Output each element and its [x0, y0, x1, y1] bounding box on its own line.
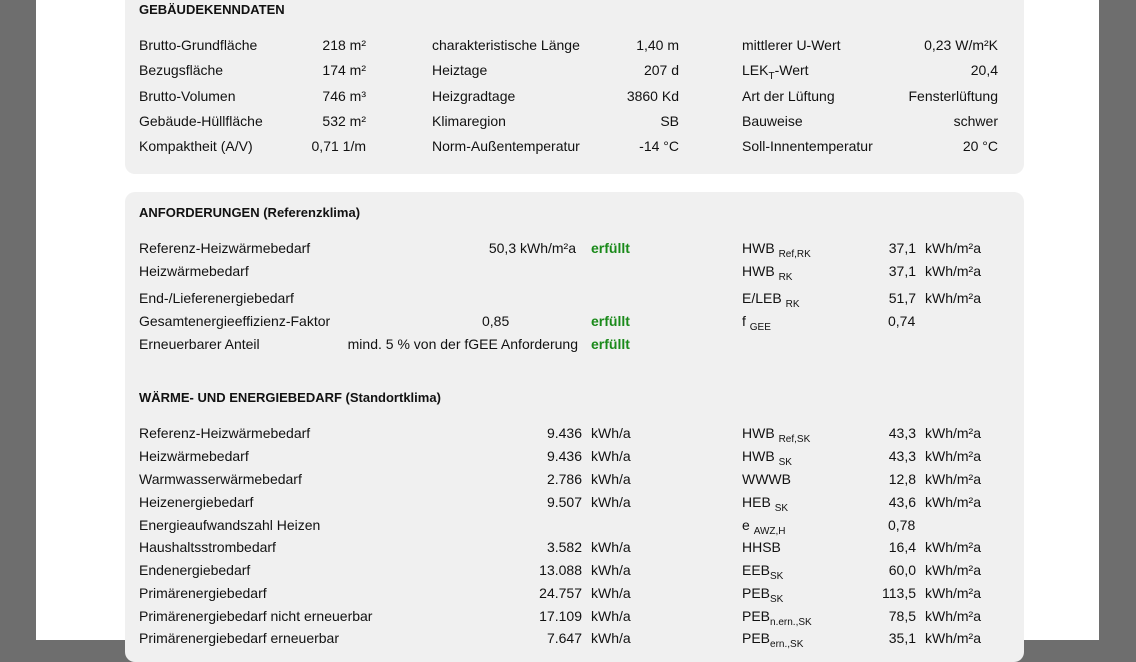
bedarf-unit: kWh/a [591, 471, 631, 487]
value-kompaktheit: 0,71 1/m [311, 138, 366, 154]
value-charakteristische-laenge: 1,40 m [636, 37, 679, 53]
req-rk-value: 51,7 [888, 290, 916, 306]
bedarf-unit: kWh/a [591, 425, 631, 441]
bedarf-symbol: $EEB_{SK}$ [742, 562, 784, 582]
bedarf-specific-value: 113,5 [882, 585, 916, 601]
bedarf-value: 3.582 [546, 539, 582, 555]
label-lek-wert: $LEK_T$-Wert [742, 62, 809, 82]
value-brutto-volumen: 746 m³ [322, 88, 366, 104]
label-brutto-grundflaeche: Brutto-Grundfläche [139, 37, 258, 53]
bedarf-specific-unit: kWh/m²a [925, 630, 981, 646]
value-klimaregion: SB [660, 113, 679, 129]
value-brutto-grundflaeche: 218 m² [322, 37, 366, 53]
req-symbol: f $_{GEE}$ [742, 313, 771, 333]
bedarf-unit: kWh/a [591, 448, 631, 464]
req-label: Erneuerbarer Anteil [139, 336, 260, 352]
bedarf-specific-value: 43,3 [888, 425, 916, 441]
bedarf-label: Primärenergiebedarf erneuerbar [139, 630, 339, 646]
bedarf-specific-unit: kWh/m²a [925, 448, 981, 464]
req-label: Referenz-Heizwärmebedarf [139, 240, 311, 256]
bedarf-label: Haushaltsstrombedarf [139, 539, 276, 555]
req-symbol: HWB $_{Ref,RK}$ [742, 240, 811, 260]
bedarf-label: Energieaufwandszahl Heizen [139, 517, 321, 533]
bedarf-specific-unit: kWh/m²a [925, 494, 981, 510]
bedarf-label: Warmwasserwärmebedarf [139, 471, 302, 487]
bedarf-specific-value: 60,0 [888, 562, 916, 578]
bedarf-specific-value: 12,8 [888, 471, 916, 487]
req-value: mind. 5 % von der fGEE Anforderung [347, 336, 578, 352]
bedarf-value: 7.647 [546, 630, 582, 646]
bedarf-unit: kWh/a [591, 562, 631, 578]
bedarf-specific-value: 43,3 [888, 448, 916, 464]
bedarf-specific-unit: kWh/m²a [925, 608, 981, 624]
bedarf-unit: kWh/a [591, 630, 631, 646]
value-norm-aussentemperatur: -14 °C [639, 138, 679, 154]
bedarf-unit: kWh/a [591, 585, 631, 601]
req-rk-value: 37,1 [888, 240, 916, 256]
bedarf-label: Heizwärmebedarf [139, 448, 249, 464]
value-art-der-lueftung: Fensterlüftung [908, 88, 998, 104]
bedarf-specific-unit: kWh/m²a [925, 539, 981, 555]
label-gebaeude-huellflaeche: Gebäude-Hüllfläche [139, 113, 263, 129]
bedarf-symbol: HHSB [742, 539, 781, 555]
value-heiztage: 207 d [643, 62, 679, 78]
status-badge: erfüllt [591, 240, 630, 256]
label-heiztage: Heiztage [432, 62, 488, 78]
label-klimaregion: Klimaregion [432, 113, 506, 129]
req-rk-unit: kWh/m²a [925, 290, 981, 306]
bedarf-specific-value: 43,6 [888, 494, 916, 510]
bedarf-value: 9.507 [546, 494, 582, 510]
req-symbol: HWB $_{RK}$ [742, 263, 793, 283]
value-soll-innentemperatur: 20 °C [962, 138, 998, 154]
req-label: Gesamtenergieeffizienz-Faktor [139, 313, 331, 329]
value-bezugsflaeche: 174 m² [322, 62, 366, 78]
req-value: 50,3 kWh/m²a [488, 240, 576, 256]
bedarf-specific-unit: kWh/m²a [925, 471, 981, 487]
bedarf-value: 9.436 [546, 425, 582, 441]
label-kompaktheit: Kompaktheit (A/V) [139, 138, 253, 154]
req-label: End-/Lieferenergiebedarf [139, 290, 294, 306]
bedarf-specific-value: 78,5 [888, 608, 916, 624]
label-brutto-volumen: Brutto-Volumen [139, 88, 236, 104]
req-label: Heizwärmebedarf [139, 263, 249, 279]
value-heizgradtage: 3860 Kd [626, 88, 679, 104]
bedarf-label: Primärenergiebedarf nicht erneuerbar [139, 608, 373, 624]
label-charakteristische-laenge: charakteristische Länge [432, 37, 580, 53]
req-rk-value: 0,74 [888, 313, 916, 329]
value-lek-wert: 20,4 [970, 62, 998, 78]
bedarf-label: Endenergiebedarf [139, 562, 251, 578]
bedarf-symbol: $PEB_{ern.,SK}$ [742, 630, 804, 650]
bedarf-symbol: HEB $_{SK}$ [742, 494, 789, 514]
bedarf-value: 9.436 [546, 448, 582, 464]
bedarf-symbol: HWB $_{SK}$ [742, 448, 792, 468]
req-rk-value: 37,1 [888, 263, 916, 279]
bedarf-value: 2.786 [546, 471, 582, 487]
status-badge: erfüllt [591, 313, 630, 329]
bedarf-label: Referenz-Heizwärmebedarf [139, 425, 311, 441]
bedarf-specific-unit: kWh/m²a [925, 425, 981, 441]
req-rk-unit: kWh/m²a [925, 240, 981, 256]
bedarf-symbol: $PEB_{n.ern.,SK}$ [742, 608, 812, 628]
label-norm-aussentemperatur: Norm-Außentemperatur [432, 138, 580, 154]
value-bauweise: schwer [953, 113, 998, 129]
value-gebaeude-huellflaeche: 532 m² [322, 113, 366, 129]
label-mittlerer-u-wert: mittlerer U-Wert [742, 37, 841, 53]
bedarf-specific-value: 0,78 [888, 517, 916, 533]
anforderungen-title: ANFORDERUNGEN (Referenzklima) [139, 205, 361, 220]
label-art-der-lueftung: Art der Lüftung [742, 88, 835, 104]
label-bezugsflaeche: Bezugsfläche [139, 62, 224, 78]
bedarf-unit: kWh/a [591, 608, 631, 624]
label-soll-innentemperatur: Soll-Innentemperatur [742, 138, 873, 154]
bedarf-symbol: WWWB [742, 471, 791, 487]
label-bauweise: Bauweise [742, 113, 803, 129]
bedarf-specific-value: 35,1 [888, 630, 916, 646]
label-heizgradtage: Heizgradtage [432, 88, 516, 104]
bedarf-value: 13.088 [539, 562, 582, 578]
bedarf-label: Primärenergiebedarf [139, 585, 267, 601]
bedarf-label: Heizenergiebedarf [139, 494, 254, 510]
status-badge: erfüllt [591, 336, 630, 352]
bedarf-symbol: $PEB_{SK}$ [742, 585, 784, 605]
bedarf-specific-unit: kWh/m²a [925, 562, 981, 578]
bedarf-specific-unit: kWh/m²a [925, 585, 981, 601]
bedarf-specific-value: 16,4 [888, 539, 916, 555]
gebaeudekenndaten-title: GEBÄUDEKENNDATEN [139, 2, 285, 17]
bedarf-symbol: e $_{AWZ,H}$ [742, 517, 786, 537]
req-value: 0,85 [482, 313, 510, 329]
bedarf-unit: kWh/a [591, 539, 631, 555]
bedarf-value: 17.109 [539, 608, 582, 624]
req-rk-unit: kWh/m²a [925, 263, 981, 279]
req-symbol: E/LEB $_{RK}$ [742, 290, 800, 310]
value-mittlerer-u-wert: 0,23 W/m²K [924, 37, 998, 53]
bedarf-symbol: HWB $_{Ref,SK}$ [742, 425, 811, 445]
bedarf-title: WÄRME- UND ENERGIEBEDARF (Standortklima) [139, 390, 441, 405]
bedarf-unit: kWh/a [591, 494, 631, 510]
bedarf-value: 24.757 [539, 585, 582, 601]
document-page [36, 0, 1099, 650]
